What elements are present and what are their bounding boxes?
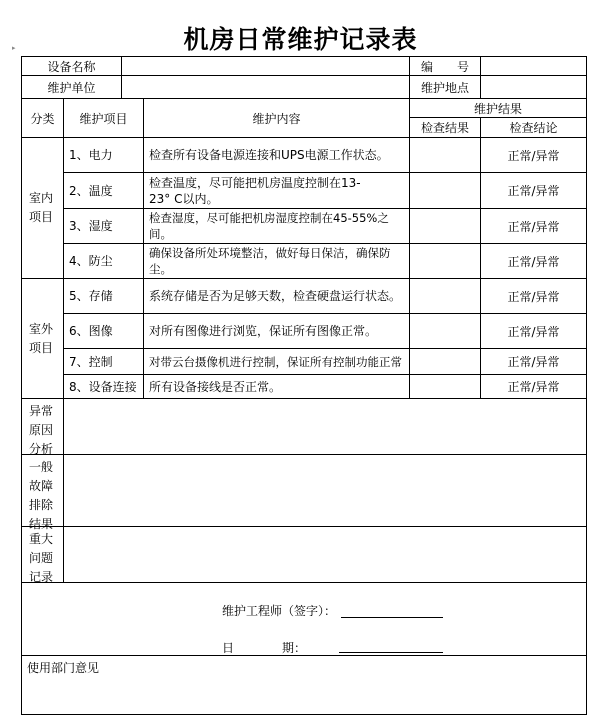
table-row-item: 5、存储 — [63, 278, 144, 314]
table-row-content: 所有设备接线是否正常。 — [143, 374, 410, 399]
date-line[interactable] — [339, 652, 443, 653]
table-row-check-result[interactable] — [409, 137, 481, 173]
table-row-item: 6、图像 — [63, 313, 144, 349]
table-row-check-result[interactable] — [409, 278, 481, 314]
dept-opinion-block[interactable] — [21, 655, 587, 715]
table-row-item: 3、湿度 — [63, 208, 144, 244]
table-row-content: 检查所有设备电源连接和UPS电源工作状态。 — [143, 137, 410, 173]
table-row-conclusion[interactable]: 正常/异常 — [480, 374, 587, 399]
maint-location-label: 维护地点 — [409, 75, 481, 99]
engineer-signature-line[interactable] — [341, 617, 443, 618]
major-problems-label — [21, 526, 64, 583]
device-name-value[interactable] — [121, 56, 410, 76]
indoor-group-label — [21, 137, 64, 279]
check-conclusion-header: 检查结论 — [480, 117, 587, 138]
number-label: 编 号 — [409, 56, 481, 76]
table-row-item: 4、防尘 — [63, 243, 144, 279]
outdoor-group-label — [21, 278, 64, 399]
table-row-item: 2、温度 — [63, 172, 144, 209]
abnormal-analysis-label — [21, 398, 64, 455]
maint-location-value[interactable] — [480, 75, 587, 99]
table-row-check-result[interactable] — [409, 374, 481, 399]
indoor-group-text: 室内项目 — [29, 191, 54, 224]
table-row-check-result[interactable] — [409, 208, 481, 244]
content-header: 维护内容 — [143, 98, 410, 138]
table-row-content: 对带云台摄像机进行控制，保证所有控制功能正常 — [143, 348, 410, 375]
table-row-conclusion[interactable]: 正常/异常 — [480, 348, 587, 375]
result-header: 维护结果 — [409, 98, 587, 118]
table-row-conclusion[interactable]: 正常/异常 — [480, 278, 587, 314]
check-result-header: 检查结果 — [409, 117, 481, 138]
table-row-item: 1、电力 — [63, 137, 144, 173]
table-row-conclusion[interactable]: 正常/异常 — [480, 172, 587, 209]
fault-elimination-text: 一般故障排除结果 — [29, 460, 54, 531]
table-row-conclusion[interactable]: 正常/异常 — [480, 208, 587, 244]
item-header: 维护项目 — [63, 98, 144, 138]
abnormal-analysis-field[interactable] — [63, 398, 587, 455]
page-title: 机房日常维护记录表 — [183, 25, 418, 54]
device-name-label: 设备名称 — [21, 56, 122, 76]
table-row-conclusion[interactable]: 正常/异常 — [480, 313, 587, 349]
signature-block — [21, 582, 587, 656]
table-row-conclusion[interactable]: 正常/异常 — [480, 137, 587, 173]
category-header: 分类 — [21, 98, 64, 138]
table-row-check-result[interactable] — [409, 313, 481, 349]
maint-unit-label: 维护单位 — [21, 75, 122, 99]
engineer-signature-label: 维护工程师（签字）： — [222, 604, 337, 618]
table-row-conclusion[interactable]: 正常/异常 — [480, 243, 587, 279]
table-row-content: 检查温度，尽可能把机房温度控制在13-23° C以内。 — [143, 172, 410, 209]
fault-elimination-label — [21, 454, 64, 531]
dept-opinion-label: 使用部门意见 — [27, 661, 100, 675]
table-row-check-result[interactable] — [409, 172, 481, 209]
fault-elimination-field[interactable] — [63, 454, 587, 527]
major-problems-field[interactable] — [63, 526, 587, 583]
table-row-content: 检查湿度，尽可能把机房湿度控制在45-55%之间。 — [143, 208, 410, 244]
table-row-check-result[interactable] — [409, 348, 481, 375]
paragraph-marker-icon: ▸ — [12, 44, 16, 52]
table-row-check-result[interactable] — [409, 243, 481, 279]
table-row-item: 8、设备连接 — [63, 374, 144, 399]
abnormal-analysis-text: 异常原因分析 — [29, 404, 54, 456]
table-row-content: 系统存储是否为足够天数，检查硬盘运行状态。 — [143, 278, 410, 314]
date-label: 日 期： — [222, 641, 307, 655]
table-row-content: 确保设备所处环境整洁，做好每日保洁，确保防尘。 — [143, 243, 410, 279]
major-problems-text: 重大问题记录 — [29, 532, 54, 584]
number-value[interactable] — [480, 56, 587, 76]
maint-unit-value[interactable] — [121, 75, 410, 99]
outdoor-group-text: 室外项目 — [29, 321, 54, 355]
table-row-item: 7、控制 — [63, 348, 144, 375]
table-row-content: 对所有图像进行浏览，保证所有图像正常。 — [143, 313, 410, 349]
